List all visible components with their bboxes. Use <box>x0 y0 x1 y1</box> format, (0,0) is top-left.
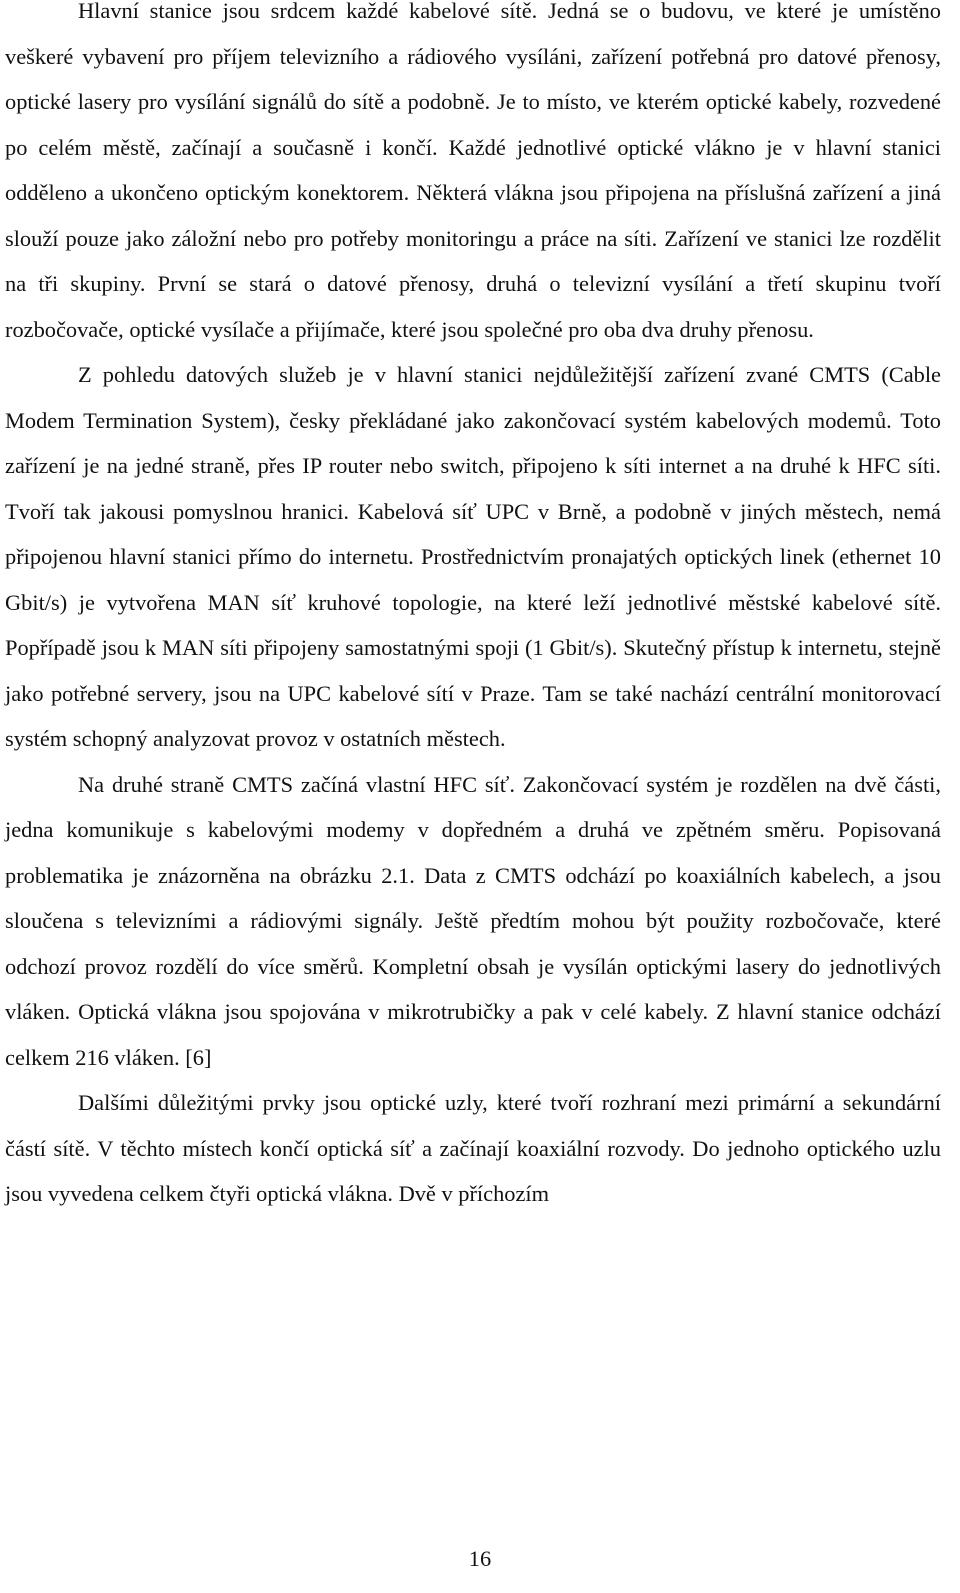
page-number: 16 <box>468 1546 492 1571</box>
body-text <box>5 0 941 1217</box>
paragraph-head-end-stations: Hlavní stanice jsou srdcem každé kabelové sítě. Jedná se o budovu, ve které je umístěno veškeré vybavení pro příjem televizního a rádiového vysíláni, zařízení potřebná pro datové přenosy, optické lasery pro vysílání signálů do sítě a podobně. Je to místo, ve kterém optické kabely, rozvedené po celém městě, začínají a současně i končí. Každé jednotlivé optické vlákno je v hlavní stanici odděleno a ukončeno optickým konektorem. Některá vlákna jsou připojena na příslušná zařízení a jiná slouží pouze jako záložní nebo pro potřeby monitoringu a práce na síti. Zařízení ve stanici lze rozdělit na tři skupiny. První se stará o datové přenosy, druhá o televizní vysílání a třetí skupinu tvoří rozbočovače, optické vysílače a přijímače, které jsou společné pro oba dva druhy přenosu. <box>5 0 941 342</box>
paragraph-optical-nodes: Dalšími důležitými prvky jsou optické uzly, které tvoří rozhraní mezi primární a sekundární částí sítě. V těchto místech končí optická síť a začínají koaxiální rozvody. Do jednoho optického uzlu jsou vyvedena celkem čtyři optická vlákna. Dvě v příchozím <box>5 1090 941 1206</box>
paragraph-hfc-network: Na druhé straně CMTS začíná vlastní HFC síť. Zakončovací systém je rozdělen na dvě části, jedna komunikuje s kabelovými modemy v dopředném a druhá ve zpětném směru. Popisovaná problematika je znázorněna na obrázku 2.1. Data z CMTS odchází po koaxiálních kabelech, a jsou sloučena s televizními a rádiovými signály. Ještě předtím mohou být použity rozbočovače, které odchozí provoz rozdělí do více směrů. Kompletní obsah je vysílán optickými lasery do jednotlivých vláken. Optická vlákna jsou spojována v mikrotrubičky a pak v celé kabely. Z hlavní stanice odchází celkem 216 vláken. [6] <box>5 771 941 1070</box>
paragraph-cmts: Z pohledu datových služeb je v hlavní stanici nejdůležitější zařízení zvané CMTS (Cable Modem Termination System), česky překládané jako zakončovací systém kabelových modemů. Toto zařízení je na jedné straně, přes IP router nebo switch, připojeno k síti internet a na druhé k HFC síti. Tvoří tak jakousi pomyslnou hranici. Kabelová síť UPC v Brně, a podobně v jiných městech, nemá připojenou hlavní stanici přímo do internetu. Prostřednictvím pronajatých optických linek (ethernet 10 Gbit/s) je vytvořena MAN síť kruhové topologie, na které leží jednotlivé městské kabelové sítě. Popřípadě jsou k MAN síti připojeny samostatnými spoji (1 Gbit/s). Skutečný přístup k internetu, stejně jako potřebné servery, jsou na UPC kabelové sítí v Praze. Tam se také nachází centrální monitorovací systém schopný analyzovat provoz v ostatních městech. <box>5 362 941 751</box>
